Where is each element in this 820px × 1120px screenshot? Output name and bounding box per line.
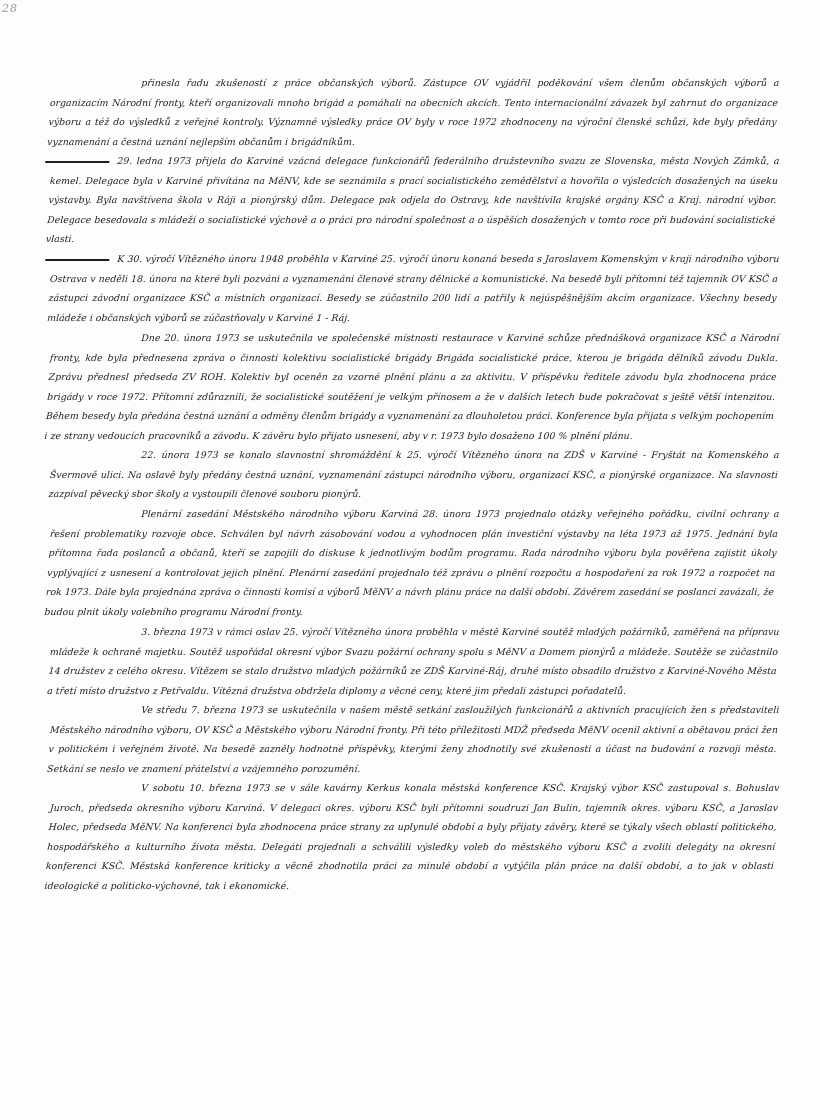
- paragraph: [47, 74, 780, 152]
- paragraph: [45, 152, 780, 250]
- paragraph-marker-line: [45, 161, 109, 163]
- paragraph-text: V sobotu 10. března 1973 se v sále kavárny Kerkus konala městská konference KSČ. Krajský výbor KSČ zastupoval s. Bohuslav Juroch, předseda okresního výboru Karviná. V delegaci okres. výboru KSČ byli přítomni soudruzi Jan Bulin, tajemník okres. výboru KSČ, a Jaroslav Holec, předseda MěNV. Na konferenci byla zhodnocena práce strany za uplynulé období a byly přijaty závěry, které se týkaly všech oblastí politického, hospodářského a kulturního života města. Delegáti projednali a schválili výsledky voleb do městského výboru KSČ a zvolili delegáty na okresní konferenci KSČ. Městská konference kriticky a věcně zhodnotila práci za minulé období a vytýčila plán práce na další období, a to jak v oblasti ideologické a politicko-výchovné, tak i ekonomické.: [44, 783, 780, 893]
- paragraph-text: 29. ledna 1973 přijela do Karviné vzácná delegace funkcionářů federálního družstevního svazu ze Slovenska, města Nových Zámků, a kemel. Delegace byla v Karviné přivítána na MěNV, kde se seznámila s prací socialistického zemědělství a hovořila o výsledcích dosažených na úseku výstavby. Byla navštívena škola v Ráji a pionýrský dům. Delegace pak odjela do Ostravy, kde navštívila krajské orgány KSČ a Kraj. národní výbor. Delegace besedovala s mládeží o socialistické výchově a o práci pro národní společnost a o úspěších dosažených v tomto roce při budování socialistické vlasti.: [45, 156, 780, 246]
- corner-mark: 28: [2, 2, 18, 15]
- paragraph-text: K 30. výročí Vítězného únoru 1948 proběhla v Karviné 25. výročí únoru konaná beseda s Jaroslavem Komenským v kraji národního výboru Ostrava v neděli 18. února na které byli pozváni a vyznamenáni členové strany dělnické a komunistické. Na besedě byli přítomni též tajemník OV KSČ a zástupci závodní organizace KSČ a místních organizací. Besedy se zúčastnilo 200 lidí a patřily k nejúspěšnějším akcím organizace. Všechny besedy mládeže i občanských výborů se zúčastňovaly v Karviné 1 - Ráj.: [46, 254, 780, 325]
- paragraph-text: Plenární zasedání Městského národního výboru Karviná 28. února 1973 projednalo otázky veřejného pořádku, civilní ochrany a řešení problematiky rozvoje obce. Schválen byl návrh zásobování vodou a vyhodnocen plán investiční výstavby na léta 1973 až 1975. Jednání byla přítomna řada poslanců a občanů, kteří se zapojili do diskuse k jednotlivým bodům programu. Rada národního výboru byla pověřena zajistit úkoly vyplývající z usnesení a kontrolovat jejich plnění. Plenární zasedání projednalo též zprávu o plnění rozpočtu a hospodaření za rok 1972 a rozpočet na rok 1973. Dále byla projednána zpráva o činnosti komisí a výborů MěNV a návrh plánu práce na další období. Závěrem zasedání se poslanci zavázali, že budou plnit úkoly volebního programu Národní fronty.: [44, 509, 780, 619]
- paragraph-marker-line: [45, 259, 109, 261]
- paragraph: [47, 250, 780, 328]
- paragraph: [47, 623, 780, 701]
- handwritten-text-block: [44, 74, 780, 1084]
- paragraph: [47, 701, 780, 779]
- paragraph: [44, 329, 780, 447]
- paragraph-text: 22. února 1973 se konalo slavnostní shromáždění k 25. výročí Vítězného února na ZDŠ v Karviné - Fryštát na Komenského a Švermově ulici. Na oslavě byly předány čestná uznání, vyznamenání zástupci národního výboru, organizací KSČ, a pionýrské organizace. Na slavnosti zazpíval pěvecký sbor školy a vystoupili členové souboru pionýrů.: [48, 450, 780, 501]
- paragraph-text: Ve středu 7. března 1973 se uskutečnila v našem městě setkání zasloužilých funkcionářů a aktivních pracujících žen s představiteli Městského národního výboru, OV KSČ a Městského výboru Národní fronty. Při této příležitosti MDŽ předseda MěNV ocenil aktivní a obětavou práci žen v politickém i veřejném životě. Na besedě zazněly hodnotné příspěvky, kterými ženy zhodnotily své zkušenosti a účast na budování a rozvoji města. Setkání se neslo ve znamení přátelství a vzájemného porozumění.: [46, 705, 780, 775]
- paragraph: [44, 505, 780, 623]
- paragraph: [44, 779, 780, 897]
- paragraph-text: Dne 20. února 1973 se uskutečnila ve společenské místnosti restaurace v Karviné schůze přednášková organizace KSČ a Národní fronty, kde byla přednesena zpráva o činnosti kolektivu socialistické brigády Brigáda socialistické práce, kterou je brigáda dělníků závodu Dukla. Zprávu přednesl předseda ZV ROH. Kolektiv byl oceněn za vzorné plnění plánu a za aktivitu. V příspěvku ředitele závodu byla zhodnocena práce brigády v roce 1972. Přítomní zdůraznili, že socialistické soutěžení je velkým přínosem a že v dalších letech bude pokračovat s ještě větší intenzitou. Během besedy byla předána čestná uznání a odměny členům brigády a vyznamenání za dlouholetou práci. Konference byla přijata s velkým pochopením i ze strany vedoucích pracovníků a závodu. K závěru bylo přijato usnesení, aby v r. 1973 bylo dosaženo 100 % plnění plánu.: [44, 332, 780, 442]
- paragraph-text: 3. března 1973 v rámci oslav 25. výročí Vítězného února proběhla v městě Karviné soutěž mladých požárníků, zaměřená na přípravu mládeže k ochraně majetku. Soutěž uspořádal okresní výbor Svazu požární ochrany spolu s MěNV a Domem pionýrů a mládeže. Soutěže se zúčastnilo 14 družstev z celého okresu. Vítězem se stalo družstvo mladých požárníků ze ZDŠ Karviné-Ráj, druhé místo obsadilo družstvo z Karviné-Nového Města a třetí místo družstvo z Petřvaldu. Vítězná družstva obdržela diplomy a věcné ceny, které jim předali zástupci pořadatelů.: [46, 626, 780, 697]
- paragraph-text: přinesla řadu zkušeností z práce občanských výborů. Zástupce OV vyjádřil poděkování všem členům občanských výborů a organizacím Národní fronty, kteří organizovali mnoho brigád a pomáhali na obecních akcích. Tento internacionální závazek byl zahrnut do organizace výboru a též do výsledků z veřejné kontroly. Významné výsledky práce OV byly v roce 1972 zhodnoceny na výroční členské schůzi, kde byly předány vyznamenání a čestná uznání nejlepším občanům i brigádníkům.: [46, 78, 780, 148]
- paragraph: [48, 446, 780, 505]
